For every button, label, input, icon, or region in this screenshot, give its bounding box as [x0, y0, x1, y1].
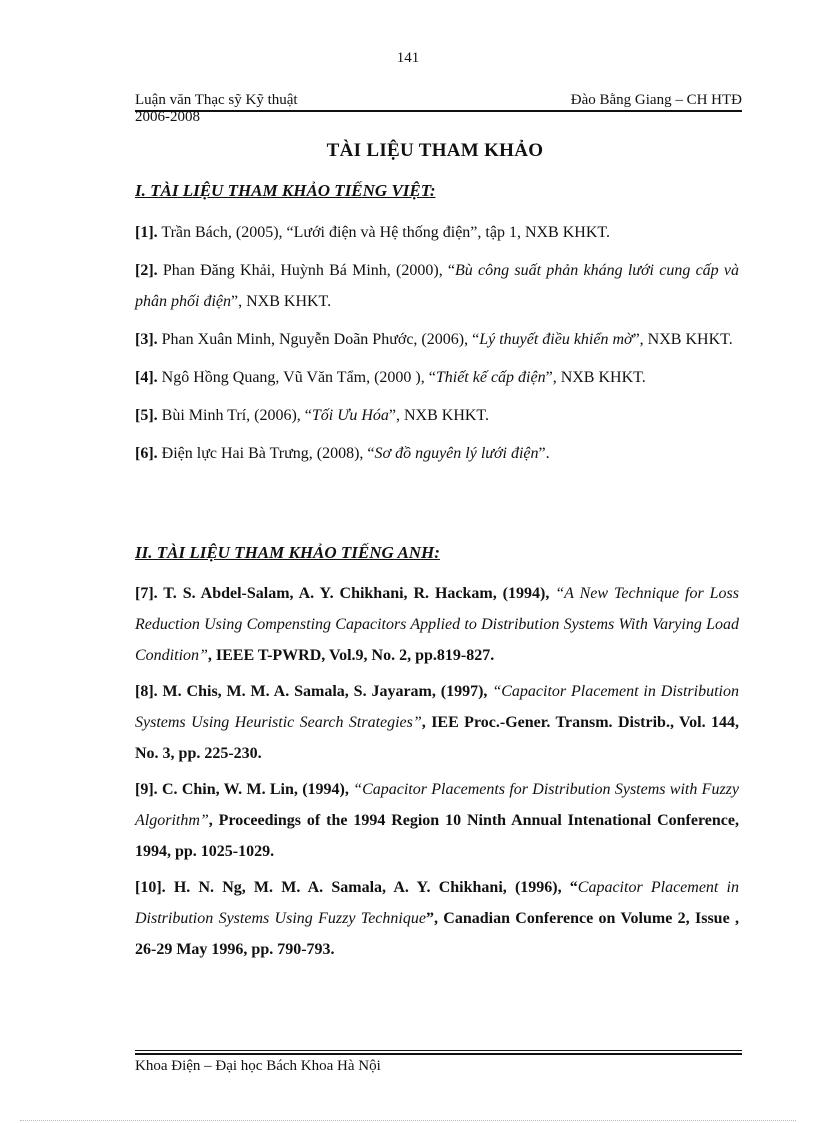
page-edge-dotted-line	[20, 1120, 796, 1121]
footer-institution: Khoa Điện – Đại học Bách Khoa Hà Nội	[135, 1058, 381, 1074]
reference-2: [2]. Phan Đăng Khải, Huỳnh Bá Minh, (2000), “Bù công suất phản kháng lưới cung cấp và phân phối điện”, NXB KHKT.	[135, 262, 739, 310]
document-title: TÀI LIỆU THAM KHẢO	[326, 140, 544, 161]
header-author: Đào Bằng Giang – CH HTĐ	[570, 92, 742, 108]
reference-8: [8]. M. Chis, M. M. A. Samala, S. Jayaram, (1997), “Capacitor Placement in Distribution Systems Using Heuristic Search Strategies”, IEE Proc.-Gener. Transm. Distrib., Vol. 144, No. 3, pp. 225-230.	[135, 683, 740, 762]
header-thesis-label: Luận văn Thạc sỹ Kỹ thuật	[135, 92, 298, 108]
reference-3: [3]. Phan Xuân Minh, Nguyễn Doãn Phước, (2006), “Lý thuyết điều khiển mờ”, NXB KHKT.	[135, 331, 733, 348]
reference-5: [5]. Bùi Minh Trí, (2006), “Tối Ưu Hóa”, NXB KHKT.	[135, 407, 490, 424]
header-years: 2006-2008	[135, 109, 200, 125]
footer-rule	[135, 1050, 742, 1051]
english-references	[135, 578, 739, 965]
reference-7: [7]. T. S. Abdel-Salam, A. Y. Chikhani, R. Hackam, (1994), “A New Technique for Loss Reduction Using Compensting Capacitors Applied to Distribution Systems With Varying Load Condition”, IEEE T-PWRD, Vol.9, No. 2, pp.819-827.	[135, 585, 739, 664]
page-header	[135, 90, 742, 125]
reference-1: [1]. Trần Bách, (2005), “Lưới điện và Hệ thống điện”, tập 1, NXB KHKT.	[135, 224, 610, 241]
section-heading-english: II. TÀI LIỆU THAM KHẢO TIẾNG ANH:	[135, 543, 440, 562]
page-footer	[135, 1050, 742, 1075]
reference-10: [10]. H. N. Ng, M. M. A. Samala, A. Y. Chikhani, (1996), “Capacitor Placement in Distribution Systems Using Fuzzy Technique”, Canadian Conference on Volume 2, Issue , 26-29 May 1996, pp. 790-793.	[135, 879, 740, 958]
vietnamese-references	[135, 217, 739, 469]
page-number: 141	[396, 50, 420, 66]
section-heading-vietnamese: I. TÀI LIỆU THAM KHẢO TIẾNG VIỆT:	[135, 181, 436, 200]
reference-4: [4]. Ngô Hồng Quang, Vũ Văn Tẩm, (2000 ), “Thiết kế cấp điện”, NXB KHKT.	[135, 369, 646, 386]
reference-9: [9]. C. Chin, W. M. Lin, (1994), “Capacitor Placements for Distribution Systems with Fuzzy Algorithm”, Proceedings of the 1994 Region 10 Ninth Annual Intenational Conference, 1994, pp. 1025-1029.	[135, 781, 739, 860]
footer-rule-thick	[135, 1053, 742, 1055]
reference-6: [6]. Điện lực Hai Bà Trưng, (2008), “Sơ đồ nguyên lý lưới điện”.	[135, 445, 550, 462]
